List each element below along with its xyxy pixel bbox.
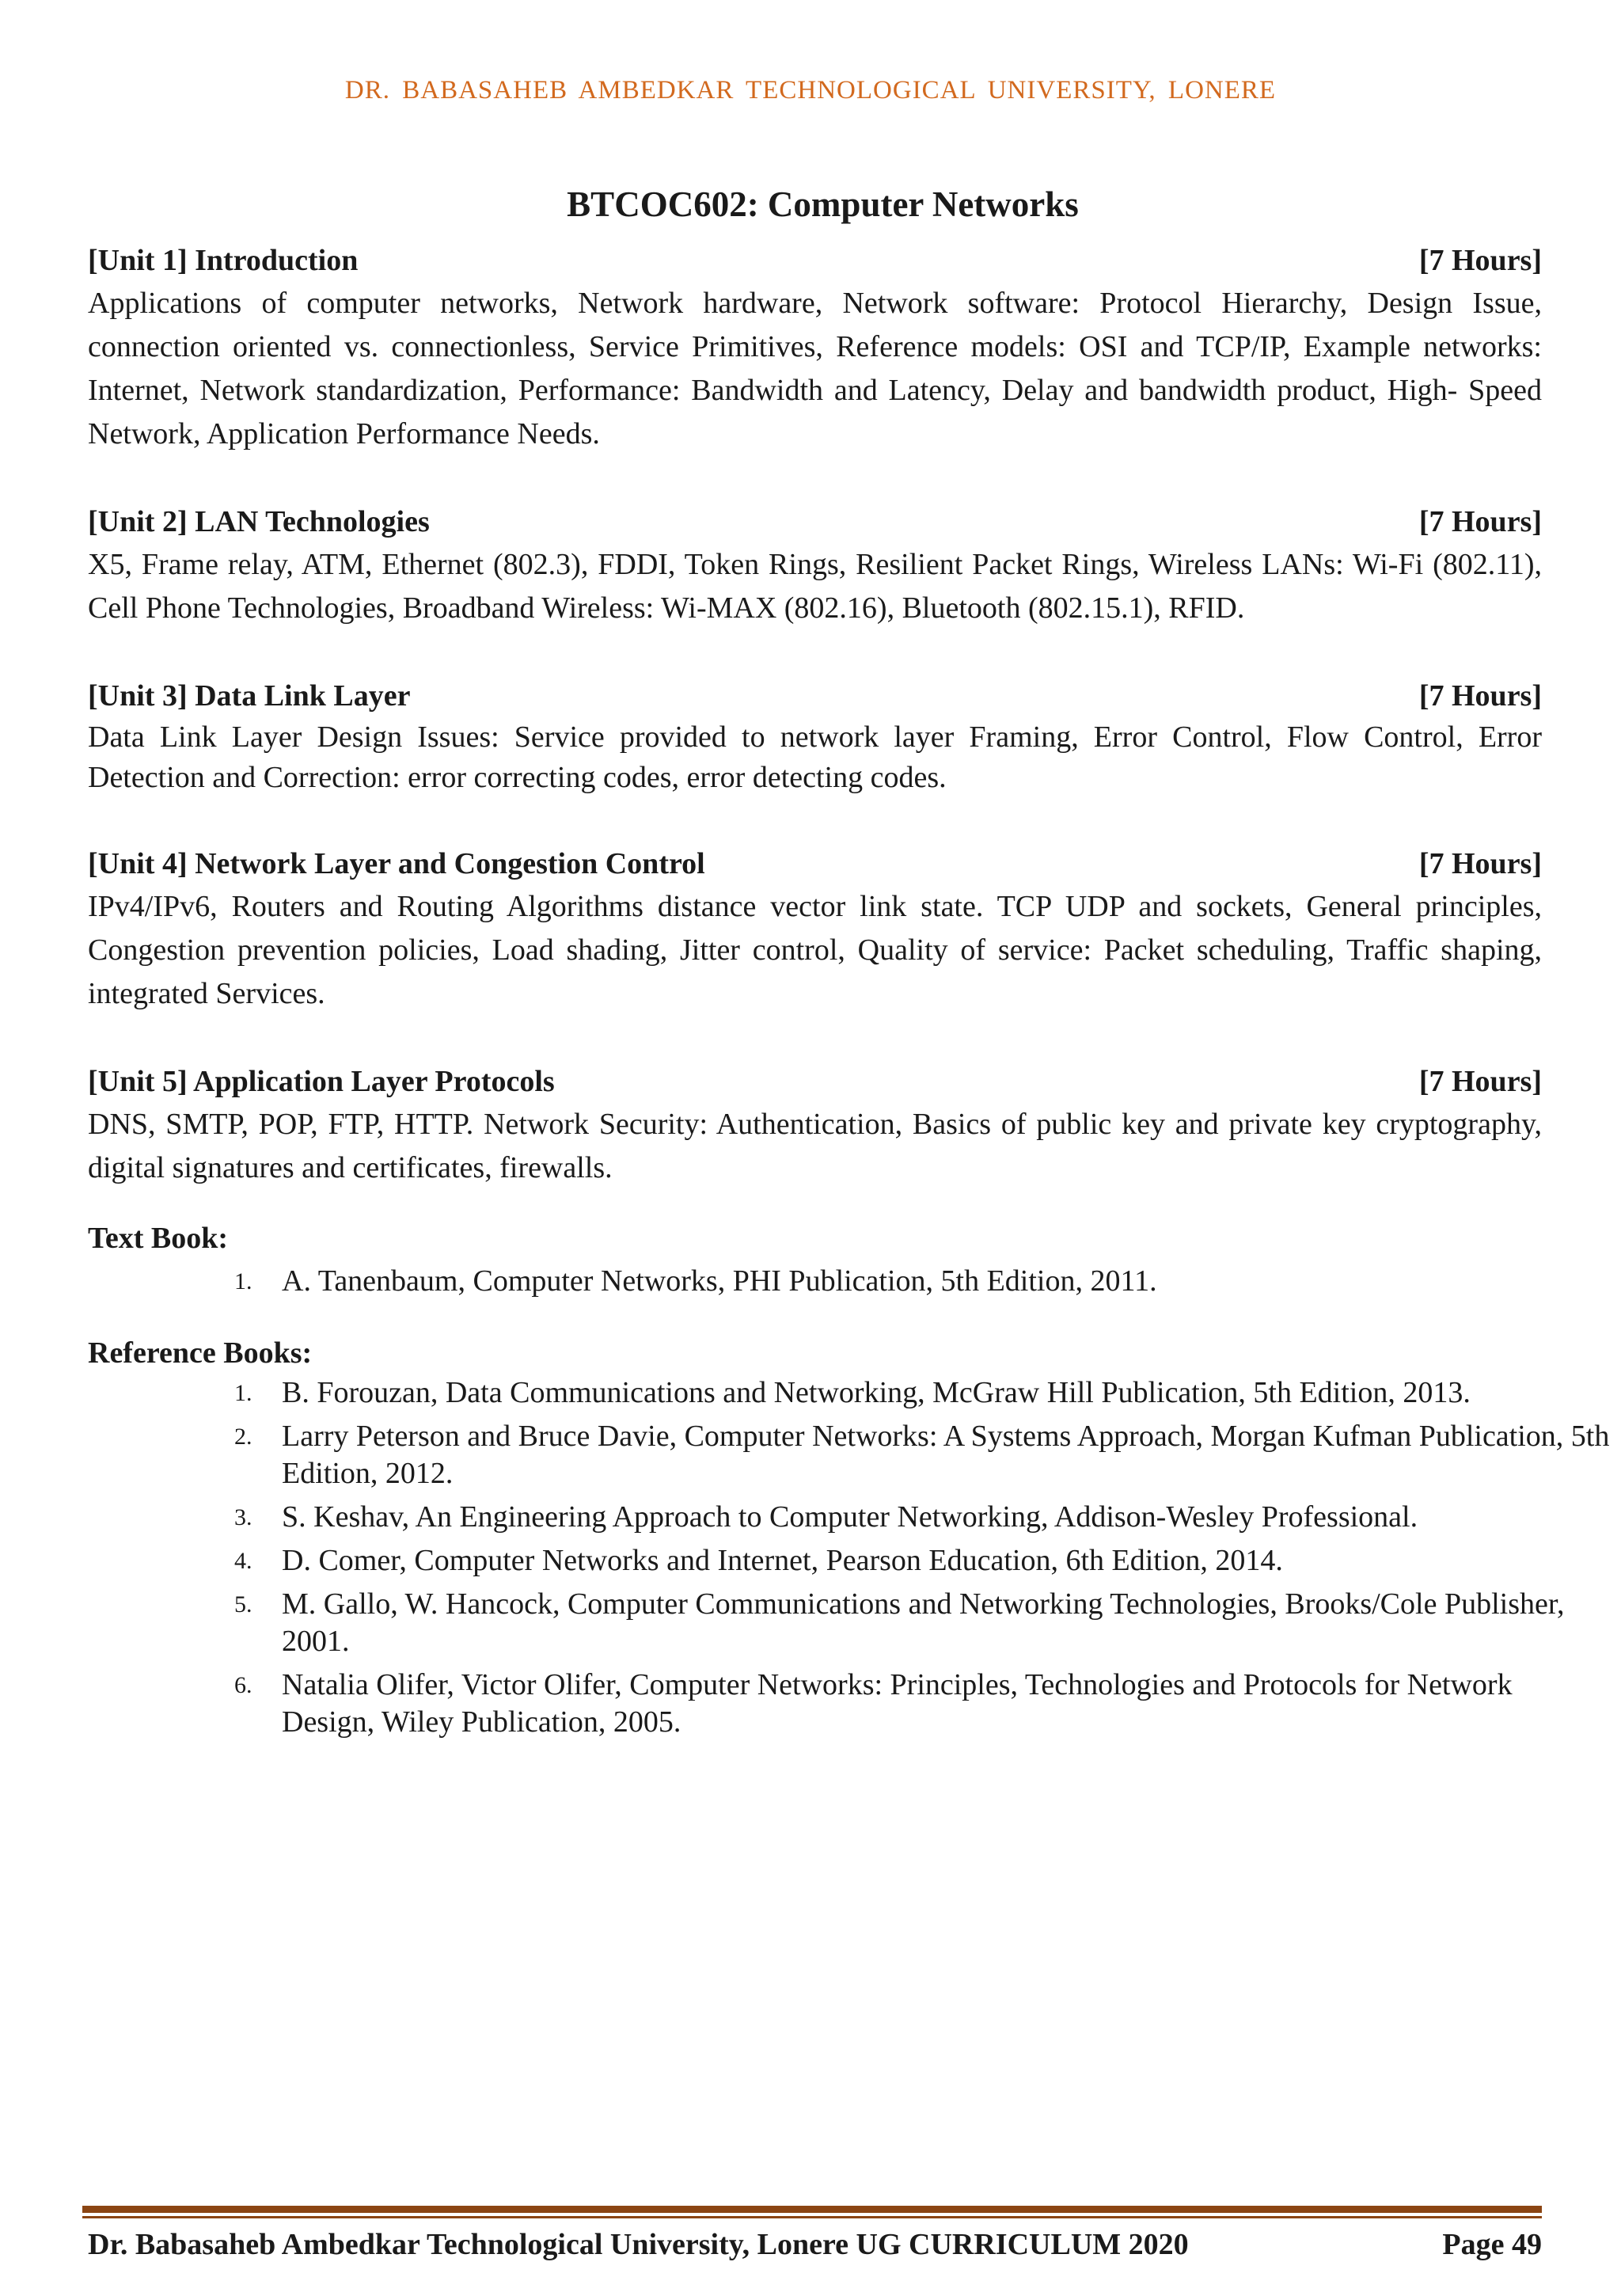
- page-footer: [88, 2223, 1542, 2266]
- list-item-text: Larry Peterson and Bruce Davie, Computer Networks: A Systems Approach, Morgan Kufman Publication, 5th Edition, 2012.: [282, 1420, 1610, 1490]
- list-item: [88, 1418, 1612, 1492]
- list-item-text: M. Gallo, W. Hancock, Computer Communications and Networking Technologies, Brooks/Cole Publisher, 2001.: [282, 1587, 1565, 1658]
- unit-title: [Unit 2] LAN Technologies: [88, 505, 430, 538]
- reference-books-list: [88, 1374, 1610, 1741]
- unit-section: [88, 842, 1542, 1016]
- unit-title: [Unit 1] Introduction: [88, 244, 359, 277]
- unit-hours: [7 Hours]: [1418, 679, 1542, 713]
- list-item-text: Natalia Olifer, Victor Olifer, Computer Networks: Principles, Technologies and Protocols for Network Design, Wiley Publication, 2005.: [282, 1668, 1513, 1739]
- list-item: [88, 1499, 1612, 1536]
- list-item-number: 3.: [234, 1504, 252, 1530]
- unit-heading-row: [88, 842, 1542, 885]
- unit-section: [88, 675, 1542, 798]
- unit-hours: [7 Hours]: [1418, 244, 1542, 277]
- page-header: DR. BABASAHEB AMBEDKAR TECHNOLOGICAL UNIVERSITY, LONERE: [344, 76, 1277, 105]
- footer-university: Dr. Babasaheb Ambedkar Technological University, Lonere UG CURRICULUM 2020: [88, 2228, 1189, 2261]
- unit-body: IPv4/IPv6, Routers and Routing Algorithms distance vector link state. TCP UDP and sockets, General principles, Congestion prevention policies, Load shading, Jitter control, Quality of service: Packet scheduling, Traffic shaping, integrated Services.: [88, 890, 1542, 1010]
- list-item-text: A. Tanenbaum, Computer Networks, PHI Publication, 5th Edition, 2011.: [282, 1264, 1157, 1298]
- unit-heading-row: [88, 1060, 1542, 1103]
- unit-body: Data Link Layer Design Issues: Service provided to network layer Framing, Error Control, Flow Control, Error Detection and Correction: error correcting codes, error detecting codes.: [88, 720, 1542, 794]
- list-item-number: 5.: [234, 1591, 252, 1617]
- list-item-number: 1.: [234, 1380, 252, 1406]
- course-title: BTCOC602: Computer Networks: [567, 184, 1079, 224]
- text-book-list: [88, 1263, 1542, 1300]
- unit-section: [88, 1060, 1542, 1190]
- unit-title: [Unit 4] Network Layer and Congestion Control: [88, 847, 705, 880]
- list-item-number: 4.: [234, 1548, 252, 1574]
- list-item-number: 2.: [234, 1424, 252, 1450]
- list-item-number: 1.: [234, 1268, 252, 1294]
- text-book-heading: Text Book:: [88, 1222, 229, 1255]
- list-item: [88, 1667, 1612, 1741]
- unit-section: [88, 239, 1542, 456]
- unit-body: X5, Frame relay, ATM, Ethernet (802.3), FDDI, Token Rings, Resilient Packet Rings, Wireless LANs: Wi-Fi (802.11), Cell Phone Technologies, Broadband Wireless: Wi-MAX (802.16), Bluetooth (802.15.1), RFID.: [88, 548, 1542, 625]
- footer-rule-thin: [82, 2216, 1542, 2218]
- unit-body: Applications of computer networks, Network hardware, Network software: Protocol Hierarchy, Design Issue, connection oriented vs. connectionless, Service Primitives, Reference models: OSI and TCP/IP, Example networks: Internet, Network standardization, Performance: Bandwidth and Latency, Delay and bandwidth product, High- Speed Network, Application Performance Needs.: [88, 287, 1542, 450]
- list-item: [88, 1586, 1612, 1660]
- unit-heading-row: [88, 500, 1542, 543]
- unit-body: DNS, SMTP, POP, FTP, HTTP. Network Security: Authentication, Basics of public key and private key cryptography, digital signatures and certificates, firewalls.: [88, 1108, 1542, 1184]
- list-item: [88, 1263, 1612, 1300]
- list-item: [88, 1374, 1612, 1412]
- page-number: Page 49: [1442, 2228, 1542, 2261]
- unit-hours: [7 Hours]: [1418, 847, 1542, 880]
- list-item-text: D. Comer, Computer Networks and Internet, Pearson Education, 6th Edition, 2014.: [282, 1544, 1283, 1577]
- list-item-text: B. Forouzan, Data Communications and Networking, McGraw Hill Publication, 5th Edition, 2013.: [282, 1376, 1471, 1409]
- unit-title: [Unit 5] Application Layer Protocols: [88, 1065, 555, 1098]
- unit-section: [88, 500, 1542, 630]
- unit-hours: [7 Hours]: [1418, 1065, 1542, 1098]
- syllabus-content: [88, 184, 1610, 1747]
- list-item: [88, 1542, 1612, 1579]
- unit-heading-row: [88, 675, 1542, 717]
- list-item-text: S. Keshav, An Engineering Approach to Computer Networking, Addison-Wesley Professional.: [282, 1500, 1418, 1534]
- unit-title: [Unit 3] Data Link Layer: [88, 679, 411, 713]
- unit-heading-row: [88, 239, 1542, 282]
- footer-rule: [82, 2206, 1542, 2213]
- unit-hours: [7 Hours]: [1418, 505, 1542, 538]
- list-item-number: 6.: [234, 1672, 252, 1698]
- reference-books-heading: Reference Books:: [88, 1336, 313, 1370]
